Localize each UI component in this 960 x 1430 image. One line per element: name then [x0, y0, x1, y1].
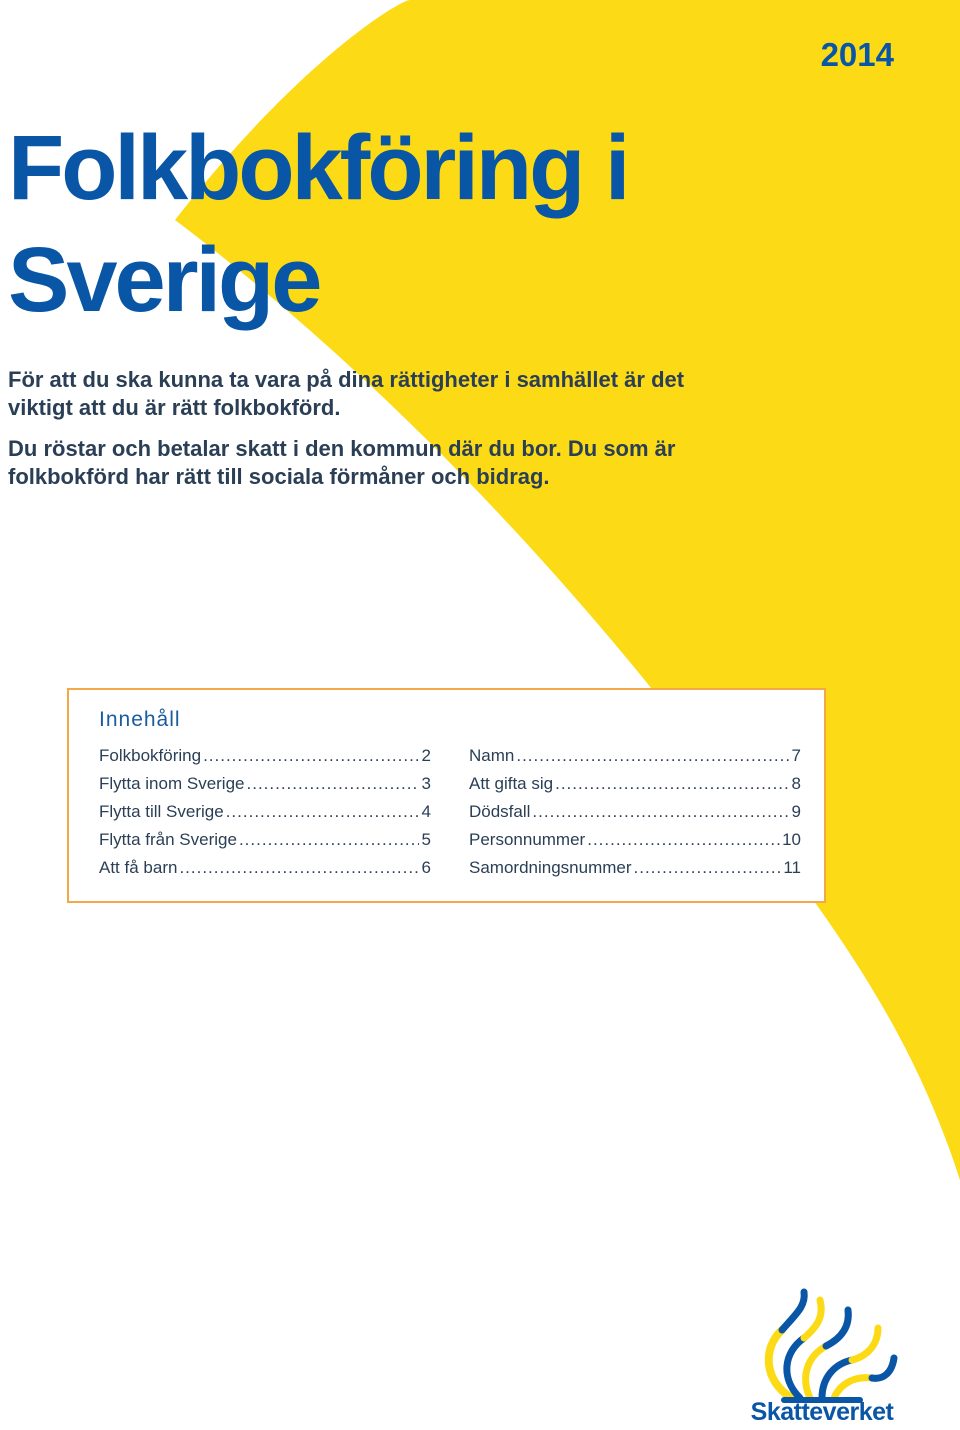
toc-entry[interactable] — [99, 746, 431, 774]
toc-entry-page: 5 — [421, 830, 431, 849]
toc-entry-label: Namn — [469, 746, 515, 765]
toc-entry-page: 8 — [791, 774, 801, 793]
page-title — [8, 112, 627, 336]
toc-entry-label: Att gifta sig — [469, 774, 554, 793]
toc-entry-page: 9 — [791, 802, 801, 821]
toc-entry[interactable] — [469, 830, 801, 858]
toc-entry-label: Flytta till Sverige — [99, 802, 224, 821]
toc-entry-page: 6 — [421, 858, 431, 877]
publication-year: 2014 — [820, 36, 894, 73]
toc-entry[interactable] — [469, 774, 801, 802]
toc-entry[interactable] — [99, 830, 431, 858]
intro-text — [8, 366, 688, 504]
logo-wordmark: Skatteverket — [750, 1398, 894, 1426]
toc-column-right — [469, 746, 801, 886]
toc-entry-page: 11 — [783, 858, 801, 877]
toc-entry[interactable] — [99, 858, 431, 886]
table-of-contents — [67, 688, 826, 903]
toc-entry-label: Personnummer — [469, 830, 586, 849]
toc-dot-leader — [203, 746, 419, 766]
skatteverket-logo — [742, 1286, 902, 1427]
toc-entry-page: 7 — [791, 746, 801, 765]
toc-entry-page: 10 — [782, 830, 801, 849]
toc-dot-leader — [516, 746, 789, 766]
toc-entry[interactable] — [469, 746, 801, 774]
toc-dot-leader — [587, 830, 780, 850]
toc-dot-leader — [247, 774, 420, 794]
toc-entry-label: Dödsfall — [469, 802, 531, 821]
toc-entry-page: 2 — [421, 746, 431, 765]
toc-column-left — [99, 746, 431, 886]
toc-entry-page: 3 — [421, 774, 431, 793]
toc-dot-leader — [226, 802, 419, 822]
toc-dot-leader — [555, 774, 789, 794]
toc-entry[interactable] — [99, 774, 431, 802]
toc-dot-leader — [179, 858, 419, 878]
page-title-line-2: Sverige — [8, 229, 320, 331]
toc-entry-label: Folkbokföring — [99, 746, 202, 765]
toc-entry-label: Samordningsnummer — [469, 858, 632, 877]
toc-entry[interactable] — [469, 802, 801, 830]
toc-dot-leader — [634, 858, 782, 878]
toc-dot-leader — [532, 802, 789, 822]
toc-entry[interactable] — [469, 858, 801, 886]
toc-entry[interactable] — [99, 802, 431, 830]
page-title-line-1: Folkbokföring i — [8, 117, 628, 219]
skatteverket-crown-swirl-icon — [742, 1286, 902, 1404]
toc-entry-page: 4 — [421, 802, 431, 821]
intro-paragraph-2: Du röstar och betalar skatt i den kommun där du bor. Du som är folkbokförd har rätt till sociala förmåner och bidrag. — [8, 436, 676, 489]
toc-dot-leader — [239, 830, 419, 850]
toc-heading: Innehåll — [99, 708, 181, 731]
intro-paragraph-1: För att du ska kunna ta vara på dina rättigheter i samhället är det viktigt att du är rätt folkbokförd. — [8, 367, 685, 420]
toc-entry-label: Flytta inom Sverige — [99, 774, 245, 793]
toc-entry-label: Flytta från Sverige — [99, 830, 237, 849]
toc-entry-label: Att få barn — [99, 858, 178, 877]
